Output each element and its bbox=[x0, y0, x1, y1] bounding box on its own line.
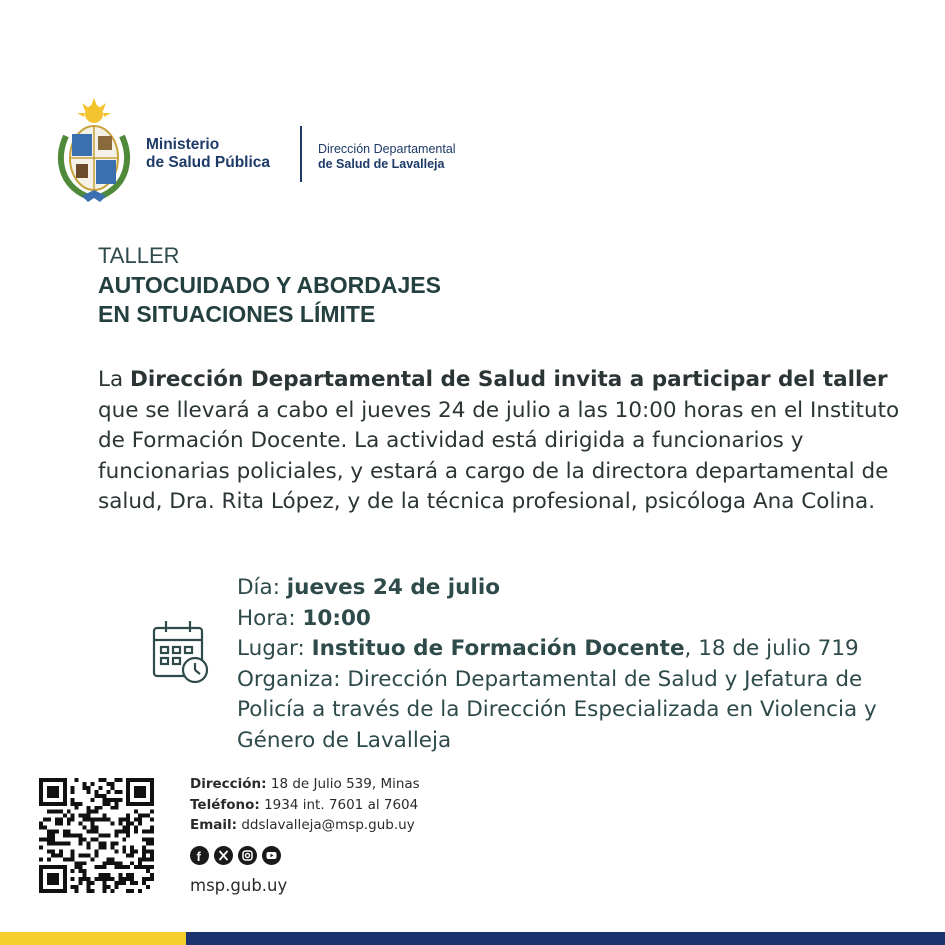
event-title bbox=[98, 271, 698, 329]
ministry-line-2: de Salud Pública bbox=[146, 154, 271, 171]
svg-text:f: f bbox=[196, 849, 201, 864]
description-rest: que se llevará a cabo el jueves 24 de julio a las 10:00 horas en el Instituto de Formación Docente. La actividad está dirigida a funcionarios y funcionarias policiales, y estará a cargo de la directora departamental de salud, Dra. Rita López, y de la técnica profesional, psicóloga Ana Colina. bbox=[98, 397, 900, 514]
footer-bar-blue bbox=[186, 932, 945, 945]
description-intro: La bbox=[98, 367, 130, 392]
coat-of-arms-logo bbox=[52, 98, 136, 206]
contact-phone: Teléfono: 1934 int. 7601 al 7604 bbox=[190, 796, 419, 813]
detail-organizer: Organiza: Dirección Departamental de Salud y Jefatura de Policía a través de la Dirección Especializada en Violencia y Género de Lavalleja bbox=[237, 666, 877, 753]
direction-line-1: Dirección Departamental bbox=[318, 142, 456, 156]
qr-code[interactable] bbox=[38, 778, 155, 893]
facebook-icon[interactable] bbox=[190, 846, 209, 865]
event-details bbox=[237, 573, 927, 756]
x-icon[interactable] bbox=[214, 846, 233, 865]
detail-day: Día: jueves 24 de julio bbox=[237, 575, 500, 600]
website-link[interactable]: msp.gub.uy bbox=[190, 876, 288, 895]
contact-email[interactable]: Email: ddslavalleja@msp.gub.uy bbox=[190, 817, 415, 833]
event-description bbox=[98, 365, 908, 518]
instagram-icon[interactable] bbox=[238, 846, 257, 865]
event-kicker: TALLER bbox=[98, 243, 180, 268]
header-divider bbox=[300, 126, 302, 182]
calendar-clock-icon bbox=[151, 618, 211, 684]
youtube-icon[interactable] bbox=[262, 846, 281, 865]
ministry-name bbox=[146, 136, 270, 172]
description-intro-bold: Dirección Departamental de Salud invita a participar del taller bbox=[130, 367, 888, 392]
event-title-line-1: AUTOCUIDADO Y ABORDAJES bbox=[98, 272, 441, 298]
footer-bar-yellow bbox=[0, 932, 186, 945]
contact-address: Dirección: 18 de Julio 539, Minas bbox=[190, 776, 420, 792]
ministry-line-1: Ministerio bbox=[146, 136, 220, 153]
detail-place: Lugar: Instituo de Formación Docente, 18 de julio 719 bbox=[237, 636, 859, 661]
contact-info bbox=[190, 774, 420, 836]
direction-line-2: de Salud de Lavalleja bbox=[318, 157, 445, 171]
event-title-line-2: EN SITUACIONES LÍMITE bbox=[98, 301, 376, 327]
social-links bbox=[190, 846, 281, 865]
detail-time: Hora: 10:00 bbox=[237, 605, 371, 631]
direction-name bbox=[318, 142, 456, 172]
